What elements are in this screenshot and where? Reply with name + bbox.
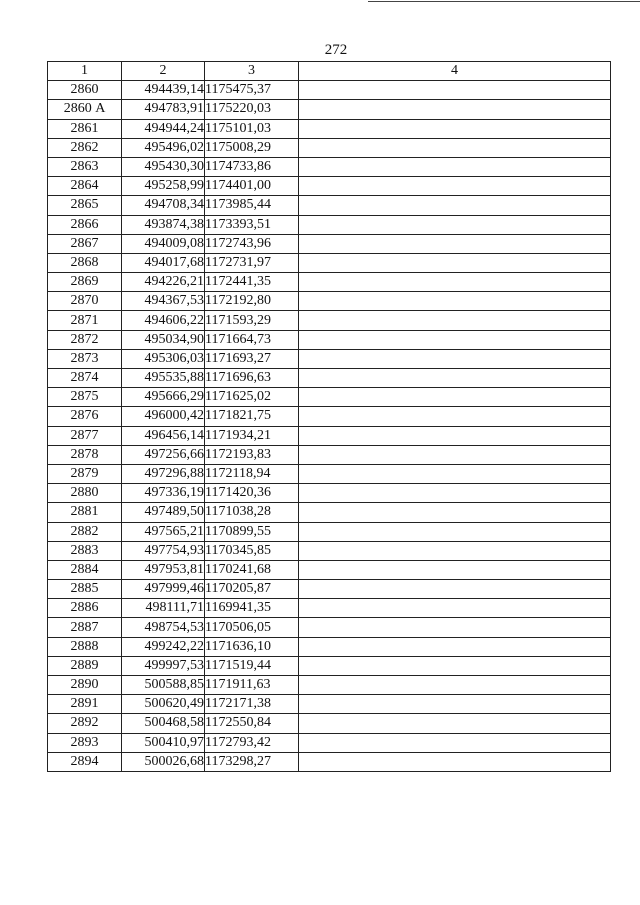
table-row [48, 503, 611, 522]
y-coordinate-cell: 1175008,29 [205, 138, 299, 157]
x-coordinate-cell: 497565,21 [122, 522, 205, 541]
point-number-cell: 2894 [48, 752, 122, 771]
y-coordinate-cell: 1173298,27 [205, 752, 299, 771]
y-coordinate-cell: 1172550,84 [205, 714, 299, 733]
table-row [48, 407, 611, 426]
note-cell [299, 273, 611, 292]
y-coordinate-cell: 1171420,36 [205, 484, 299, 503]
y-coordinate-cell: 1172171,38 [205, 695, 299, 714]
table-row [48, 560, 611, 579]
x-coordinate-cell: 500026,68 [122, 752, 205, 771]
table-row [48, 311, 611, 330]
point-number-cell: 2882 [48, 522, 122, 541]
y-coordinate-cell: 1171911,63 [205, 676, 299, 695]
y-coordinate-cell: 1173985,44 [205, 196, 299, 215]
note-cell [299, 330, 611, 349]
y-coordinate-cell: 1172731,97 [205, 253, 299, 272]
point-number-cell: 2875 [48, 388, 122, 407]
x-coordinate-cell: 497296,88 [122, 464, 205, 483]
table-row [48, 196, 611, 215]
table-row [48, 215, 611, 234]
table-row [48, 81, 611, 100]
x-coordinate-cell: 499997,53 [122, 656, 205, 675]
note-cell [299, 196, 611, 215]
note-cell [299, 503, 611, 522]
table-row [48, 234, 611, 253]
y-coordinate-cell: 1172192,80 [205, 292, 299, 311]
note-cell [299, 157, 611, 176]
point-number-cell: 2860 А [48, 100, 122, 119]
note-cell [299, 215, 611, 234]
point-number-cell: 2892 [48, 714, 122, 733]
note-cell [299, 560, 611, 579]
x-coordinate-cell: 497953,81 [122, 560, 205, 579]
x-coordinate-cell: 495666,29 [122, 388, 205, 407]
point-number-cell: 2877 [48, 426, 122, 445]
x-coordinate-cell: 494226,21 [122, 273, 205, 292]
column-header-1: 1 [48, 62, 122, 81]
y-coordinate-cell: 1171693,27 [205, 349, 299, 368]
table-row [48, 445, 611, 464]
y-coordinate-cell: 1171625,02 [205, 388, 299, 407]
x-coordinate-cell: 495535,88 [122, 369, 205, 388]
point-number-cell: 2864 [48, 177, 122, 196]
x-coordinate-cell: 497754,93 [122, 541, 205, 560]
point-number-cell: 2880 [48, 484, 122, 503]
y-coordinate-cell: 1171636,10 [205, 637, 299, 656]
note-cell [299, 100, 611, 119]
table-body [48, 81, 611, 772]
x-coordinate-cell: 498111,71 [122, 599, 205, 618]
point-number-cell: 2870 [48, 292, 122, 311]
x-coordinate-cell: 493874,38 [122, 215, 205, 234]
y-coordinate-cell: 1170899,55 [205, 522, 299, 541]
note-cell [299, 81, 611, 100]
table-row [48, 138, 611, 157]
table-row [48, 388, 611, 407]
table-row [48, 292, 611, 311]
table-row [48, 733, 611, 752]
y-coordinate-cell: 1173393,51 [205, 215, 299, 234]
column-header-3: 3 [205, 62, 299, 81]
top-rule [368, 1, 640, 2]
note-cell [299, 407, 611, 426]
point-number-cell: 2879 [48, 464, 122, 483]
point-number-cell: 2881 [48, 503, 122, 522]
note-cell [299, 292, 611, 311]
y-coordinate-cell: 1172793,42 [205, 733, 299, 752]
point-number-cell: 2872 [48, 330, 122, 349]
note-cell [299, 714, 611, 733]
table-row [48, 522, 611, 541]
x-coordinate-cell: 499242,22 [122, 637, 205, 656]
point-number-cell: 2889 [48, 656, 122, 675]
table-row [48, 580, 611, 599]
y-coordinate-cell: 1174733,86 [205, 157, 299, 176]
y-coordinate-cell: 1171519,44 [205, 656, 299, 675]
y-coordinate-cell: 1171696,63 [205, 369, 299, 388]
column-header-4: 4 [299, 62, 611, 81]
x-coordinate-cell: 494708,34 [122, 196, 205, 215]
point-number-cell: 2865 [48, 196, 122, 215]
x-coordinate-cell: 494783,91 [122, 100, 205, 119]
point-number-cell: 2886 [48, 599, 122, 618]
note-cell [299, 695, 611, 714]
point-number-cell: 2887 [48, 618, 122, 637]
y-coordinate-cell: 1171821,75 [205, 407, 299, 426]
table-row [48, 714, 611, 733]
table-row [48, 253, 611, 272]
table-row [48, 330, 611, 349]
x-coordinate-cell: 494944,24 [122, 119, 205, 138]
y-coordinate-cell: 1170241,68 [205, 560, 299, 579]
x-coordinate-cell: 498754,53 [122, 618, 205, 637]
x-coordinate-cell: 495034,90 [122, 330, 205, 349]
x-coordinate-cell: 496000,42 [122, 407, 205, 426]
table-row [48, 676, 611, 695]
x-coordinate-cell: 497256,66 [122, 445, 205, 464]
y-coordinate-cell: 1175101,03 [205, 119, 299, 138]
point-number-cell: 2884 [48, 560, 122, 579]
y-coordinate-cell: 1175475,37 [205, 81, 299, 100]
table-row [48, 119, 611, 138]
table-row [48, 695, 611, 714]
note-cell [299, 369, 611, 388]
x-coordinate-cell: 495496,02 [122, 138, 205, 157]
y-coordinate-cell: 1171593,29 [205, 311, 299, 330]
y-coordinate-cell: 1175220,03 [205, 100, 299, 119]
y-coordinate-cell: 1172441,35 [205, 273, 299, 292]
y-coordinate-cell: 1170205,87 [205, 580, 299, 599]
table-row [48, 177, 611, 196]
note-cell [299, 388, 611, 407]
point-number-cell: 2888 [48, 637, 122, 656]
note-cell [299, 637, 611, 656]
y-coordinate-cell: 1172743,96 [205, 234, 299, 253]
point-number-cell: 2885 [48, 580, 122, 599]
y-coordinate-cell: 1171038,28 [205, 503, 299, 522]
table-row [48, 637, 611, 656]
x-coordinate-cell: 495258,99 [122, 177, 205, 196]
point-number-cell: 2863 [48, 157, 122, 176]
table-row [48, 656, 611, 675]
note-cell [299, 522, 611, 541]
table-row [48, 100, 611, 119]
x-coordinate-cell: 500588,85 [122, 676, 205, 695]
x-coordinate-cell: 500468,58 [122, 714, 205, 733]
point-number-cell: 2862 [48, 138, 122, 157]
point-number-cell: 2869 [48, 273, 122, 292]
note-cell [299, 752, 611, 771]
y-coordinate-cell: 1174401,00 [205, 177, 299, 196]
x-coordinate-cell: 496456,14 [122, 426, 205, 445]
note-cell [299, 234, 611, 253]
note-cell [299, 676, 611, 695]
x-coordinate-cell: 500410,97 [122, 733, 205, 752]
point-number-cell: 2861 [48, 119, 122, 138]
table-row [48, 464, 611, 483]
table-row [48, 484, 611, 503]
x-coordinate-cell: 497999,46 [122, 580, 205, 599]
page-number: 272 [324, 42, 348, 58]
note-cell [299, 445, 611, 464]
note-cell [299, 618, 611, 637]
note-cell [299, 580, 611, 599]
point-number-cell: 2893 [48, 733, 122, 752]
y-coordinate-cell: 1170506,05 [205, 618, 299, 637]
note-cell [299, 464, 611, 483]
x-coordinate-cell: 495430,30 [122, 157, 205, 176]
x-coordinate-cell: 495306,03 [122, 349, 205, 368]
note-cell [299, 119, 611, 138]
note-cell [299, 541, 611, 560]
table-row [48, 369, 611, 388]
x-coordinate-cell: 494439,14 [122, 81, 205, 100]
note-cell [299, 733, 611, 752]
table-row [48, 541, 611, 560]
point-number-cell: 2874 [48, 369, 122, 388]
point-number-cell: 2868 [48, 253, 122, 272]
point-number-cell: 2890 [48, 676, 122, 695]
note-cell [299, 349, 611, 368]
note-cell [299, 253, 611, 272]
note-cell [299, 138, 611, 157]
point-number-cell: 2873 [48, 349, 122, 368]
note-cell [299, 311, 611, 330]
y-coordinate-cell: 1170345,85 [205, 541, 299, 560]
y-coordinate-cell: 1169941,35 [205, 599, 299, 618]
table-row [48, 618, 611, 637]
note-cell [299, 599, 611, 618]
x-coordinate-cell: 494009,08 [122, 234, 205, 253]
table-row [48, 273, 611, 292]
note-cell [299, 177, 611, 196]
point-number-cell: 2867 [48, 234, 122, 253]
x-coordinate-cell: 494606,22 [122, 311, 205, 330]
column-header-2: 2 [122, 62, 205, 81]
table-row [48, 426, 611, 445]
coordinates-table [47, 61, 611, 772]
x-coordinate-cell: 497489,50 [122, 503, 205, 522]
table-header-row [48, 62, 611, 81]
y-coordinate-cell: 1171934,21 [205, 426, 299, 445]
x-coordinate-cell: 494017,68 [122, 253, 205, 272]
point-number-cell: 2871 [48, 311, 122, 330]
table-row [48, 752, 611, 771]
point-number-cell: 2860 [48, 81, 122, 100]
point-number-cell: 2866 [48, 215, 122, 234]
note-cell [299, 484, 611, 503]
point-number-cell: 2876 [48, 407, 122, 426]
point-number-cell: 2891 [48, 695, 122, 714]
note-cell [299, 426, 611, 445]
x-coordinate-cell: 494367,53 [122, 292, 205, 311]
y-coordinate-cell: 1172118,94 [205, 464, 299, 483]
x-coordinate-cell: 500620,49 [122, 695, 205, 714]
x-coordinate-cell: 497336,19 [122, 484, 205, 503]
y-coordinate-cell: 1171664,73 [205, 330, 299, 349]
table-row [48, 599, 611, 618]
table-row [48, 349, 611, 368]
point-number-cell: 2878 [48, 445, 122, 464]
point-number-cell: 2883 [48, 541, 122, 560]
note-cell [299, 656, 611, 675]
y-coordinate-cell: 1172193,83 [205, 445, 299, 464]
table-row [48, 157, 611, 176]
